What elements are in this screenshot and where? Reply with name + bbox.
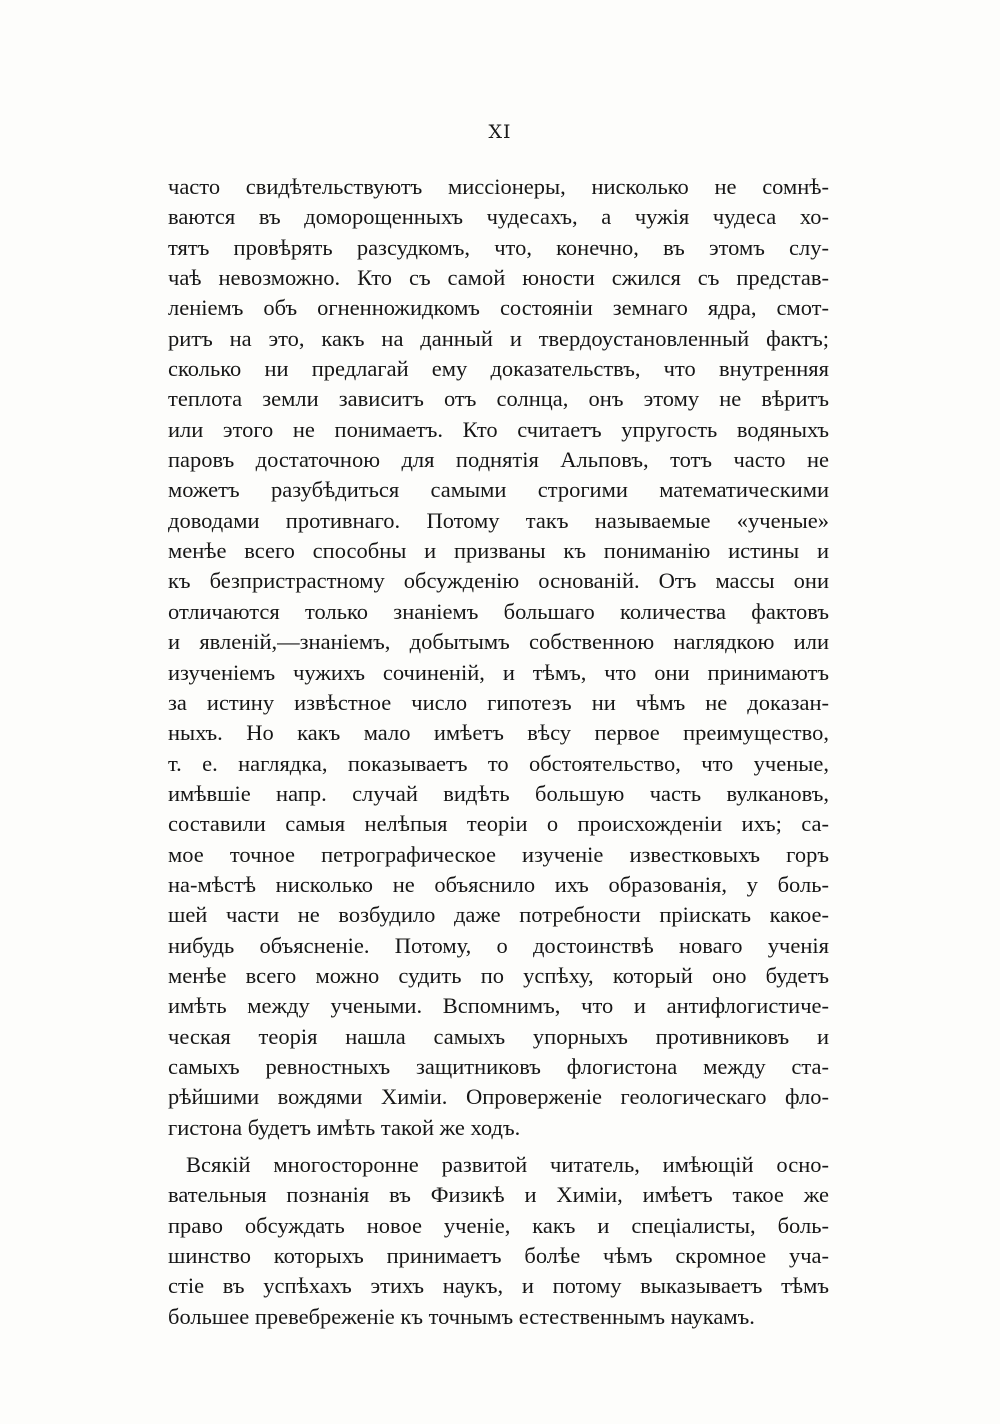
text-line: шей части не возбудило даже потребности пріискать какое-	[168, 902, 829, 928]
text-line: самыхъ ревностныхъ защитниковъ флогистона между ста-	[168, 1053, 829, 1079]
text-line: имѣть между учеными. Вспомнимъ, что и антифлогистиче-	[168, 993, 829, 1019]
page-number: XI	[488, 121, 512, 143]
text-line: имѣвшіе напр. случай видѣть большую часть вулкановъ,	[168, 780, 829, 806]
text-line: гистона будетъ имѣть такой же ходъ.	[168, 1114, 521, 1140]
text-line: леніемъ объ огненножидкомъ состояніи земнаго ядра, смот-	[168, 295, 829, 321]
text-line: и явленій,—знаніемъ, добытымъ собственною наглядкою или	[168, 629, 829, 655]
text-line: паровъ достаточною для поднятія Альповъ, тотъ часто не	[168, 447, 829, 473]
text-line: къ безпристрастному обсужденію основаній. Отъ массы они	[168, 568, 829, 594]
text-line: доводами противнаго. Потому такъ называемые «ученые»	[168, 507, 829, 533]
text-line: ныхъ. Но какъ мало имѣетъ вѣсу первое преимущество,	[168, 720, 829, 746]
text-line: можетъ разубѣдиться самыми строгими математическими	[168, 477, 829, 503]
text-line: изученіемъ чужихъ сочиненій, и тѣмъ, что они принимаютъ	[168, 659, 829, 685]
text-line: менѣе всего можно судить по успѣху, который оно будетъ	[168, 962, 829, 988]
text-line: право обсуждать новое ученіе, какъ и спеціалисты, боль-	[168, 1212, 829, 1238]
body-text	[168, 172, 829, 1332]
text-line: или этого не понимаетъ. Кто считаетъ упругость водяныхъ	[168, 416, 829, 442]
text-line: мое точное петрографическое изученіе известковыхъ горъ	[168, 841, 829, 867]
paragraph-2	[168, 1150, 829, 1332]
text-line: стіе въ успѣхахъ этихъ наукъ, и потому выказываетъ тѣмъ	[168, 1273, 829, 1299]
text-line: рѣйшими вождями Химіи. Опроверженіе геологическаго фло-	[168, 1084, 829, 1110]
text-line: отличаются только знаніемъ большаго количества фактовъ	[168, 598, 829, 624]
text-line: теплота земли зависитъ отъ солнца, онъ этому не вѣритъ	[168, 386, 829, 412]
text-line: ритъ на это, какъ на данный и твердоустановленный фактъ;	[168, 325, 829, 351]
text-line: ваются въ доморощенныхъ чудесахъ, а чужія чудеса хо-	[168, 204, 829, 230]
text-line: чаѣ невозможно. Кто съ самой юности сжился съ представ-	[168, 265, 829, 291]
text-line: составили самыя нелѣпыя теоріи о происхожденіи ихъ; са-	[168, 811, 829, 837]
text-line: тятъ провѣрять разсудкомъ, что, конечно, въ этомъ слу-	[168, 234, 829, 260]
text-line: т. е. наглядка, показываетъ то обстоятельство, что ученые,	[168, 750, 829, 776]
text-line: на-мѣстѣ нисколько не объяснило ихъ образованія, у боль-	[168, 871, 829, 897]
text-line: вательныя познанія въ Физикѣ и Химіи, имѣетъ такое же	[168, 1182, 829, 1208]
text-line: Всякій многосторонне развитой читатель, имѣющій осно-	[186, 1152, 829, 1177]
text-line: ческая теорія нашла самыхъ упорныхъ противниковъ и	[168, 1023, 829, 1049]
text-line: нибудь объясненіе. Потому, о достоинствѣ новаго ученія	[168, 932, 829, 958]
text-line: менѣе всего способны и призваны къ пониманію истины и	[168, 538, 829, 564]
paragraph-1	[168, 172, 829, 1143]
text-line: за истину извѣстное число гипотезъ ни чѣмъ не доказан-	[168, 689, 829, 715]
text-line: часто свидѣтельствуютъ миссіонеры, нисколько не сомнѣ-	[168, 174, 829, 199]
text-line: сколько ни предлагай ему доказательствъ, что внутренняя	[168, 356, 829, 382]
text-line: большее превебреженіе къ точнымъ естественнымъ наукамъ.	[168, 1303, 755, 1329]
text-line: шинство которыхъ принимаетъ болѣе чѣмъ скромное уча-	[168, 1243, 829, 1269]
